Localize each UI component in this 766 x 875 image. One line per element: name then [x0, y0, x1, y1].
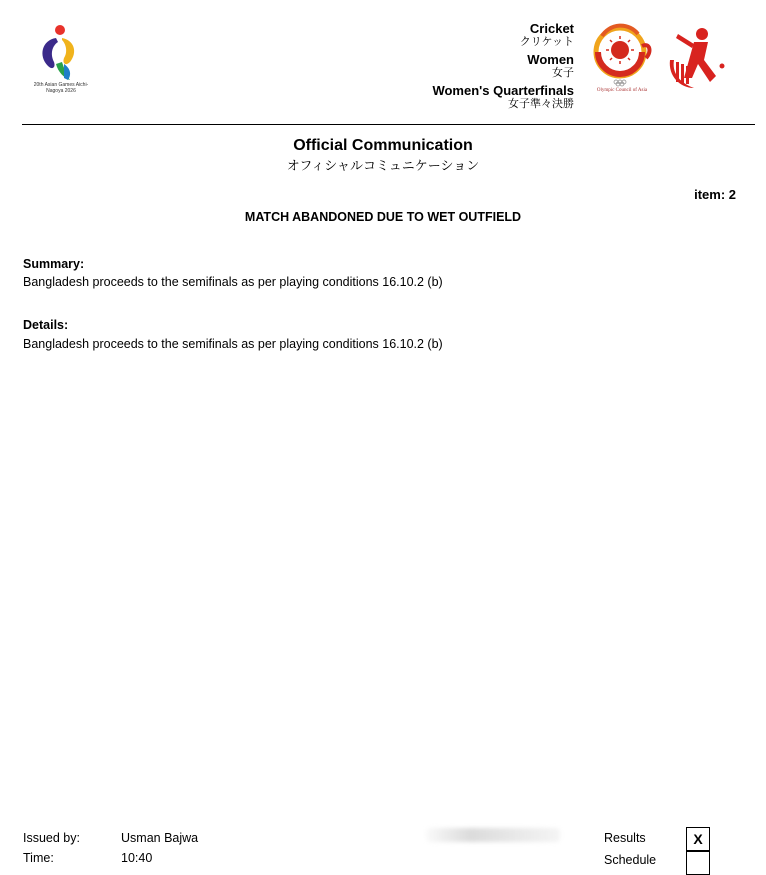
item-number: item: 2	[694, 187, 736, 202]
gender-label-group	[527, 53, 574, 79]
sport-name-jp: クリケット	[519, 35, 574, 48]
gender-name: Women	[527, 52, 574, 67]
distribution-results-label: Results	[604, 831, 646, 845]
issued-by-value: Usman Bajwa	[121, 831, 199, 845]
gender-name-jp: 女子	[552, 66, 574, 79]
games-emblem-icon	[30, 22, 90, 82]
summary-text: Bangladesh proceeds to the semifinals as per playing conditions 16.10.2 (b)	[23, 275, 443, 289]
document-title: Official Communication	[293, 137, 473, 154]
issued-by-label: Issued by:	[23, 831, 80, 845]
oca-logo	[588, 22, 656, 98]
oca-sun-icon	[588, 22, 656, 88]
summary-label: Summary:	[23, 257, 85, 271]
cricket-batter-icon	[664, 26, 732, 92]
document-title-jp: オフィシャルコミュニケーション	[286, 159, 480, 174]
games-logo-caption: 20th Asian Games Aichi-Nagoya 2026	[33, 82, 89, 94]
details-label: Details:	[23, 318, 69, 332]
event-name: Women's Quarterfinals	[432, 83, 574, 98]
event-label-group	[432, 84, 574, 110]
distribution-schedule-label: Schedule	[604, 853, 657, 867]
sport-name: Cricket	[529, 21, 574, 36]
oca-logo-caption: Olympic Council of Asia	[596, 88, 648, 93]
event-name-jp: 女子準々決勝	[508, 97, 574, 110]
time-value: 10:40	[121, 851, 153, 865]
games-logo	[30, 22, 90, 98]
cricket-pictogram	[664, 26, 732, 92]
header-divider	[22, 124, 755, 125]
distribution-schedule-checkbox	[686, 851, 710, 875]
details-text: Bangladesh proceeds to the semifinals as per playing conditions 16.10.2 (b)	[23, 337, 443, 351]
communication-headline: MATCH ABANDONED DUE TO WET OUTFIELD	[244, 210, 522, 224]
sport-label-group	[520, 22, 574, 48]
time-label: Time:	[23, 851, 54, 865]
redacted-signature	[426, 828, 560, 842]
distribution-results-checkbox: X	[686, 827, 710, 851]
